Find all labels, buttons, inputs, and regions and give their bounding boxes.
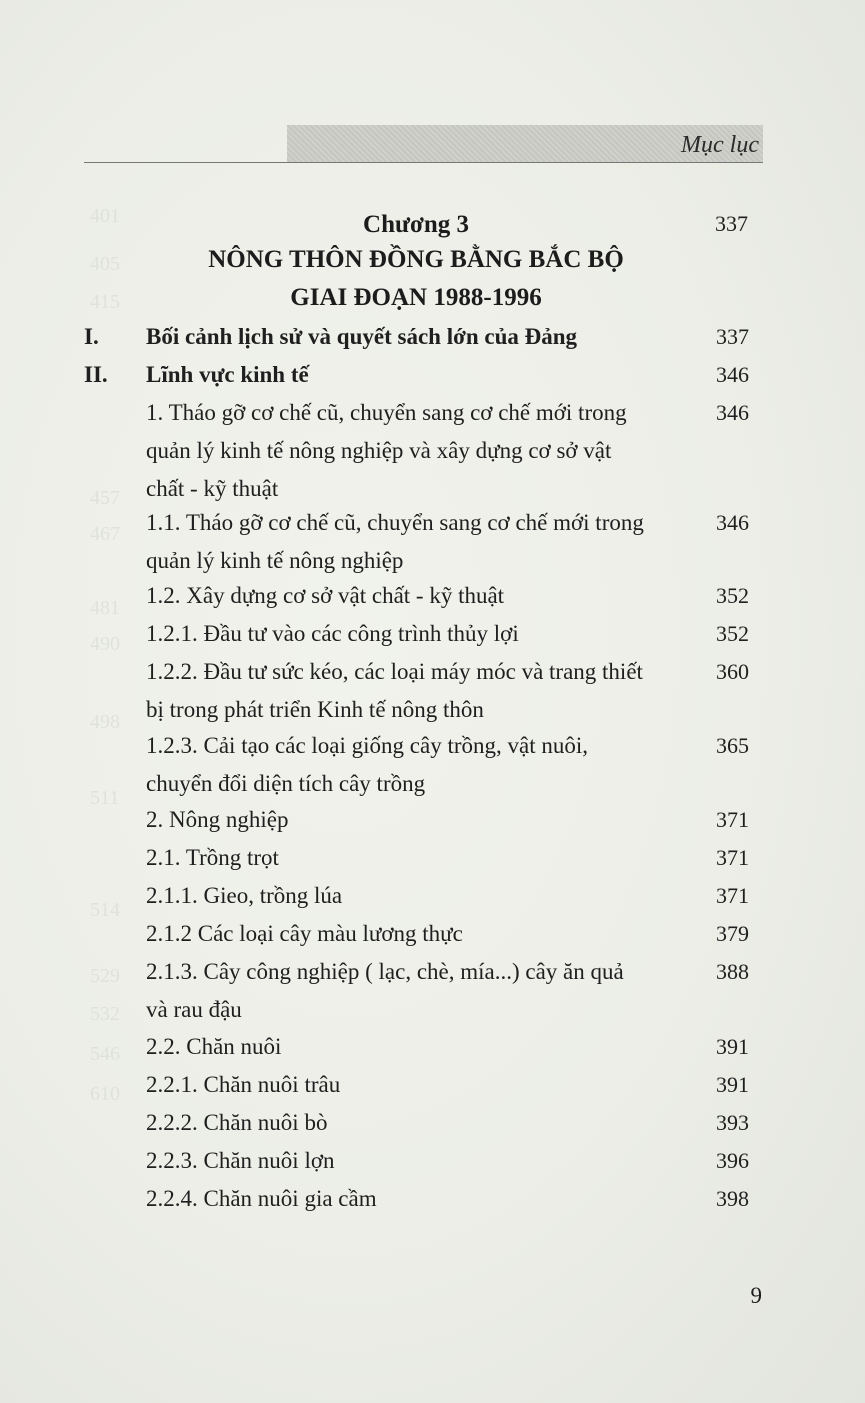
toc-entry-title: 1.2.3. Cải tạo các loại giống cây trồng, vật nuôi, chuyển đổi diện tích cây trồng xyxy=(146,733,588,796)
chapter-number: Chương 3 xyxy=(363,211,469,238)
toc-entry-page: 391 xyxy=(716,1034,749,1059)
toc-entry-title: 2.1.2 Các loại cây màu lương thực xyxy=(146,921,463,946)
chapter-page-number: 337 xyxy=(715,211,748,236)
toc-entry-title: 2.2.2. Chăn nuôi bò xyxy=(146,1110,328,1135)
toc-entry-page: 346 xyxy=(716,510,749,535)
toc-entry-page: 379 xyxy=(716,921,749,946)
toc-entry-title: 2.2.4. Chăn nuôi gia cầm xyxy=(146,1186,377,1211)
toc-entry-page: 360 xyxy=(716,659,749,684)
toc-entry-page: 388 xyxy=(716,959,749,984)
toc-entry-page: 398 xyxy=(716,1186,749,1211)
toc-entry-page: 337 xyxy=(716,324,749,349)
toc-entry-page: 391 xyxy=(716,1072,749,1097)
page-number: 9 xyxy=(750,1283,762,1308)
toc-entry-page: 346 xyxy=(716,400,749,425)
toc-entry-page: 371 xyxy=(716,883,749,908)
toc-entry-page: 346 xyxy=(716,362,749,387)
toc-entry-title: 2.1.1. Gieo, trồng lúa xyxy=(146,883,343,908)
header-rule xyxy=(84,162,763,163)
toc-entry-title: 2.2.3. Chăn nuôi lợn xyxy=(146,1148,335,1173)
toc-entry-title: Bối cảnh lịch sử và quyết sách lớn của Đảng xyxy=(146,324,578,349)
toc-entry-title: 2.1.3. Cây công nghiệp ( lạc, chè, mía...) cây ăn quả và rau đậu xyxy=(146,959,624,1022)
toc-entry-page: 393 xyxy=(716,1110,749,1135)
toc-entry-number: II. xyxy=(84,362,108,387)
toc-entry-title: 1.2.1. Đầu tư vào các công trình thủy lợi xyxy=(146,621,519,646)
toc-entry-title: 2.2. Chăn nuôi xyxy=(146,1034,282,1059)
toc-entry-title: 1.1. Tháo gỡ cơ chế cũ, chuyển sang cơ chế mới trong quản lý kinh tế nông nghiệp xyxy=(146,510,644,573)
toc-entry-page: 365 xyxy=(716,733,749,758)
toc-entry-page: 371 xyxy=(716,807,749,832)
chapter-title-line-1: NÔNG THÔN ĐỒNG BẰNG BẮC BỘ xyxy=(208,246,624,273)
running-head: Mục lục xyxy=(681,132,759,158)
toc-entry-page: 396 xyxy=(716,1148,749,1173)
toc-entry-title: 1.2. Xây dựng cơ sở vật chất - kỹ thuật xyxy=(146,583,505,608)
toc-entry-title: Lĩnh vực kinh tế xyxy=(146,362,309,387)
toc-entry-page: 352 xyxy=(716,583,749,608)
toc-entry-title: 2.1. Trồng trọt xyxy=(146,845,279,870)
chapter-title-line-2: GIAI ĐOẠN 1988-1996 xyxy=(290,284,542,311)
toc-entry-page: 352 xyxy=(716,621,749,646)
toc-entry-page: 371 xyxy=(716,845,749,870)
toc-entry-title: 2. Nông nghiệp xyxy=(146,807,289,832)
toc-entry-title: 2.2.1. Chăn nuôi trâu xyxy=(146,1072,341,1097)
toc-entry-title: 1.2.2. Đầu tư sức kéo, các loại máy móc và trang thiết bị trong phát triển Kinh tế nông thôn xyxy=(146,659,643,722)
toc-entry-number: I. xyxy=(84,324,99,349)
toc-entry-title: 1. Tháo gỡ cơ chế cũ, chuyển sang cơ chế mới trong quản lý kinh tế nông nghiệp và xây dựng cơ sở vật chất - kỹ thuật xyxy=(146,400,627,501)
